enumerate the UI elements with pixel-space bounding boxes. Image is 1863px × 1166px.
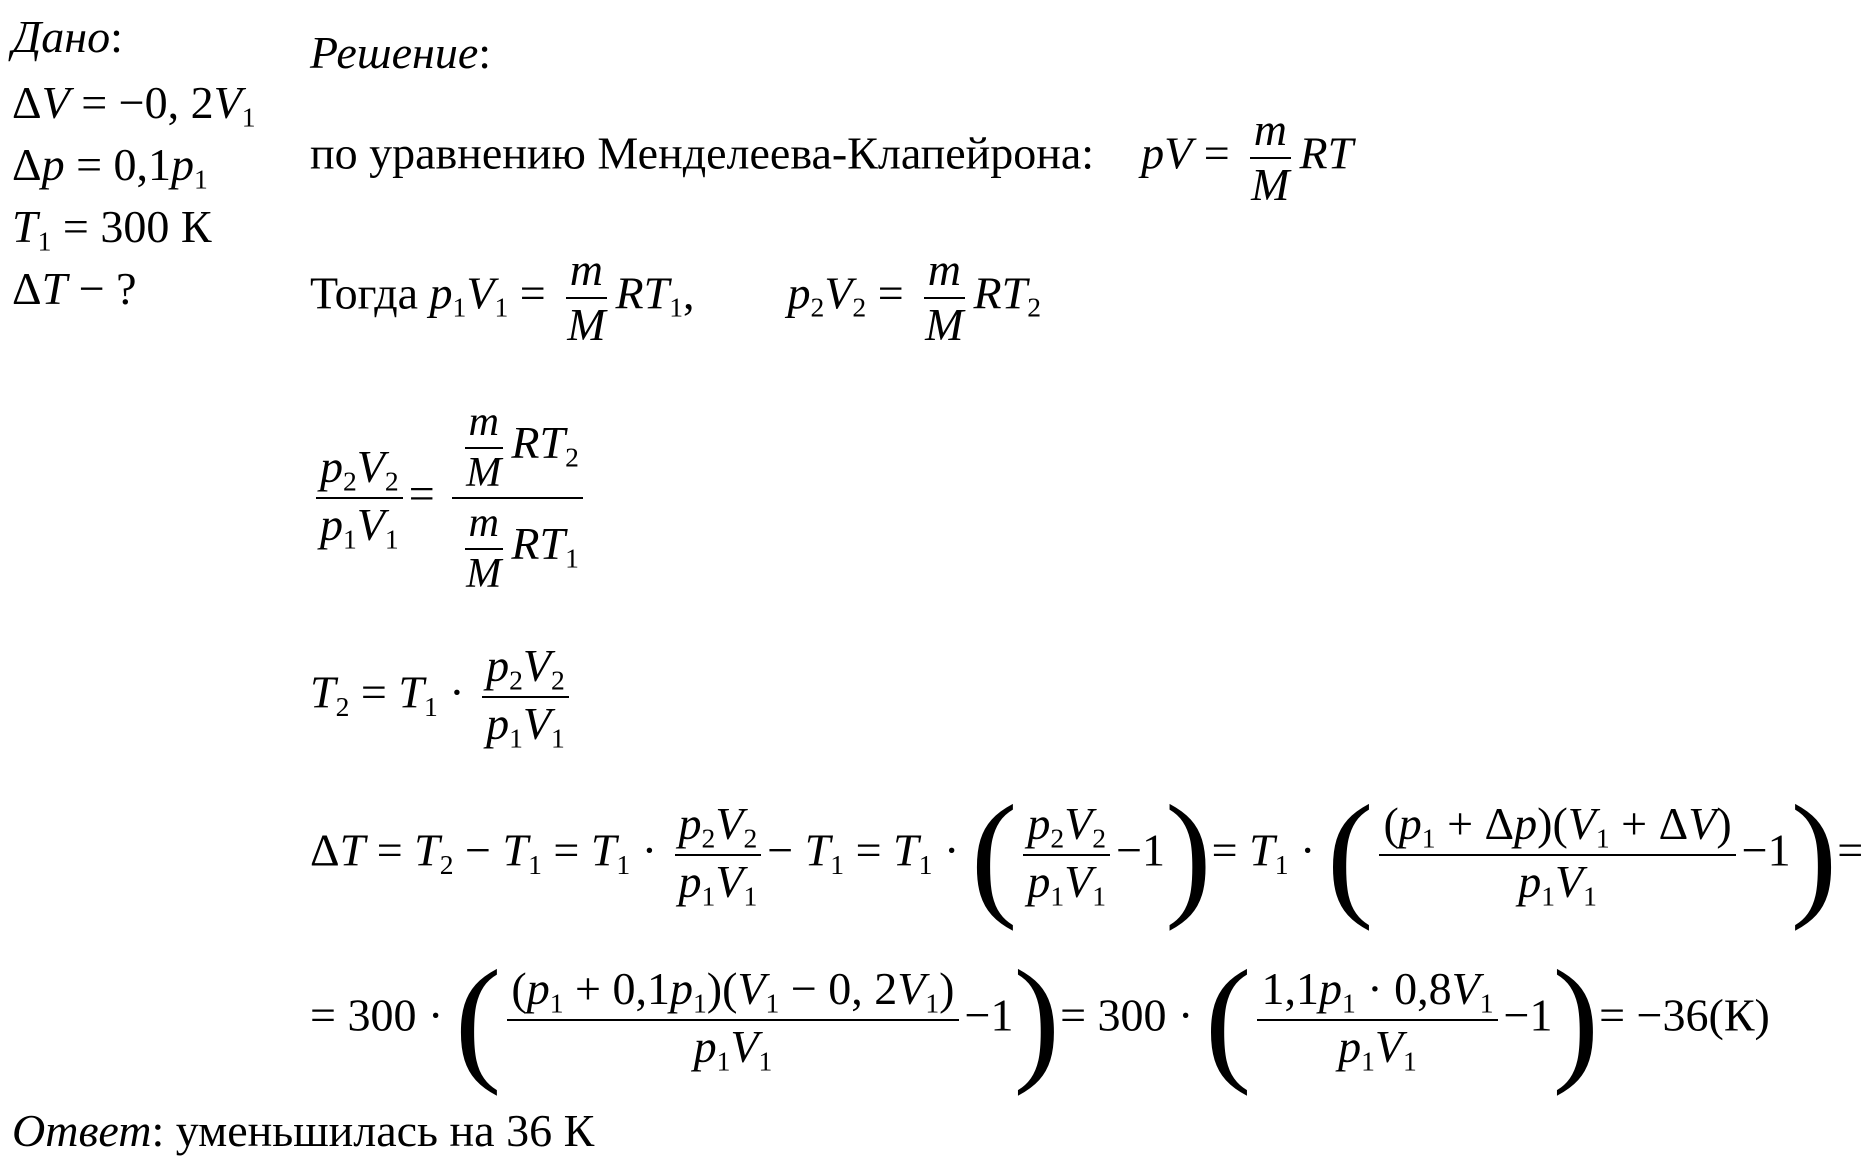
- numeric-equation: = 300 · ( $\frac{(p_1 + 0,1p_1)(V_1 - 0, 2V_1)}{p_1V_1}$ −1)= 300 · ( $\frac{1,1p_1 \cdot 0,8V_1}{p_1V_1}$ −1)= −36(К): [310, 942, 1770, 1097]
- given-line-1: ΔV = −0, $2V_1$: [12, 77, 256, 133]
- then-equations-line: Тогда $p_1V_1$ = $\frac{m}{M}$ $RT_1$, $p_2V_2$ = $\frac{m}{M}$ $RT_2$: [310, 244, 1041, 350]
- answer-text: уменьшилась на 36 К: [175, 1105, 595, 1156]
- given-line-2: $\Delta p = 0,1p_1$: [12, 139, 208, 195]
- given-line-3: $T_1 = 300$ К: [12, 201, 212, 257]
- given-title-text: Дано: [12, 11, 111, 62]
- answer-label: Ответ: [12, 1105, 152, 1156]
- delta-t-equation: $\Delta T = T_2 - T_1 = T_1$ · $\frac{p_2V_2}{p_1V_1}$ − $T_1 = T_1$ · ( $\frac{p_2V_2}{p_1V_1}$ $-1)= T_1$ · ( $\frac{(p_1 + \Delta p)(V_1 + \Delta V)}{p_1V_1}$ −1)=: [310, 777, 1863, 932]
- t2-equation: $T_2 = T_1$ · $\frac{p_2V_2}{p_1V_1}$: [310, 640, 575, 754]
- solution-title-text: Решение: [310, 27, 479, 78]
- given-line-4: ΔT − ?: [12, 263, 137, 314]
- ratio-equation: $\frac{p_2V_2}{p_1V_1}$ = $\frac{m}{M}$ $RT_2$ $\frac{m}{M}$ $RT_1$: [310, 398, 589, 599]
- mk-intro-text: по уравнению Менделеева-Клапейрона:: [310, 127, 1095, 179]
- answer-line: Ответ: уменьшилась на 36 К: [12, 1105, 595, 1156]
- m-over-M-fraction: $\frac{m}{M}$: [1251, 104, 1290, 210]
- mk-equation-line: по уравнению Менделеева-Клапейрона: pV = $\frac{m}{M}$ RT: [310, 104, 1354, 210]
- then-word: Тогда: [310, 267, 419, 319]
- solution-title: Решение:: [310, 27, 492, 78]
- given-title: Дано:: [12, 11, 123, 62]
- result-value: −36: [1636, 989, 1709, 1041]
- result-unit: К: [1723, 989, 1755, 1041]
